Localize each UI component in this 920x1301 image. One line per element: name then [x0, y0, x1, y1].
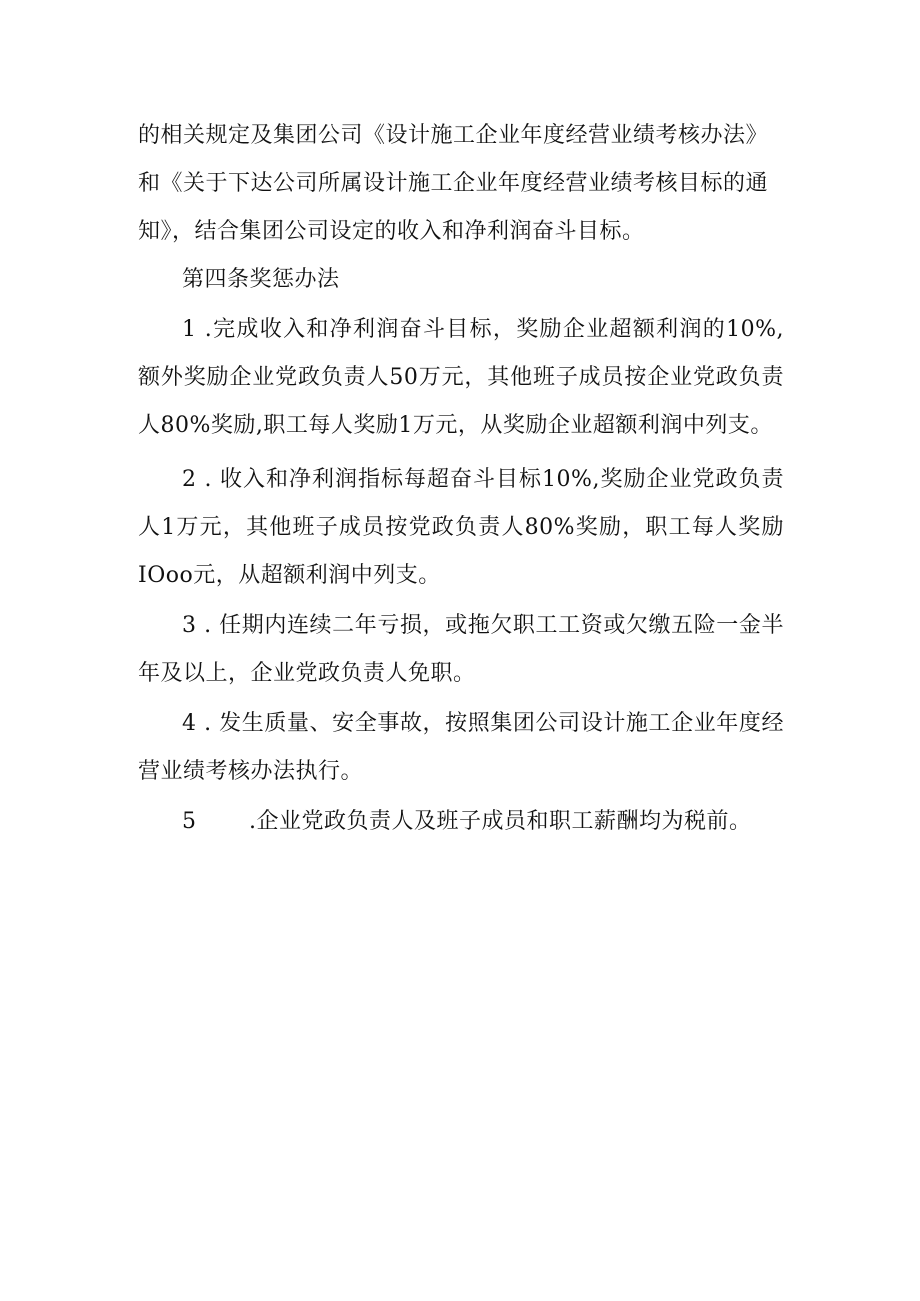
reward-item-5: 5 .企业党政负责人及班子成员和职工薪酬均为税前。: [182, 809, 752, 834]
article-heading: 第四条奖惩办法: [182, 267, 340, 292]
reward-item-4: 4 . 发生质量、安全事故，按照集团公司设计施工企业年度经营业绩考核办法执行。: [138, 711, 784, 784]
intro-line-2: 和《关于下达公司所属设计施工企业年度经营业绩考核目标的通: [138, 171, 769, 196]
intro-line-3: 知》，结合集团公司设定的收入和净利润奋斗目标。: [138, 219, 645, 244]
intro-line-1: 的相关规定及集团公司《设计施工企业年度经营业绩考核办法》: [138, 123, 769, 148]
reward-item-2: 2 . 收入和净利润指标每超奋斗目标10%,奖励企业党政负责人1万元，其他班子成员按党政负责人80%奖励，职工每人奖励IOoo元，从超额利润中列支。: [138, 467, 784, 588]
reward-item-3: 3 . 任期内连续二年亏损，或拖欠职工工资或欠缴五险一金半年及以上，企业党政负责人免职。: [138, 613, 784, 686]
document-body: [138, 112, 784, 846]
reward-item-1: 1 .完成收入和净利润奋斗目标，奖励企业超额利润的10%,额外奖励企业党政负责人50万元，其他班子成员按企业党政负责人80%奖励,职工每人奖励1万元，从奖励企业超额利润中列支。: [138, 317, 784, 438]
